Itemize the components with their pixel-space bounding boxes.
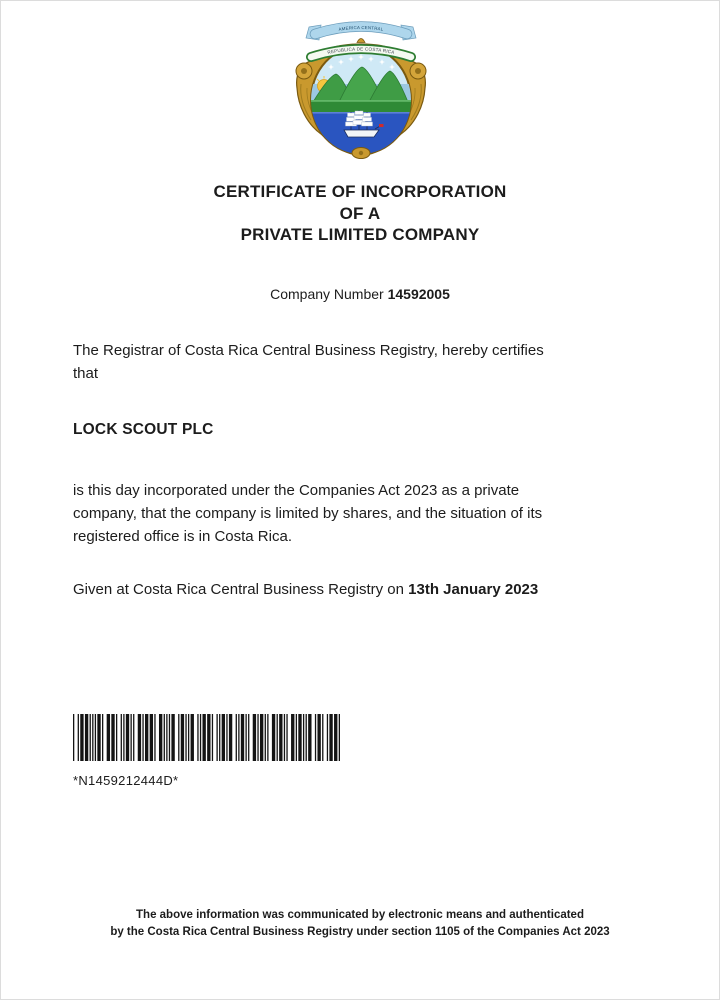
given-at-label: Given at Costa Rica Central Business Registry on — [73, 581, 404, 598]
registrar-line-1: The Registrar of Costa Rica Central Business Registry, hereby certifies — [73, 342, 544, 359]
certificate-title — [1, 181, 719, 246]
banner-text: REPUBLICA DE COSTA RICA — [327, 46, 395, 55]
red-flag-icon — [379, 124, 384, 127]
title-line-3: PRIVATE LIMITED COMPANY — [240, 225, 480, 244]
title-line-1: CERTIFICATE OF INCORPORATION — [213, 182, 507, 201]
company-number-label: Company Number — [270, 286, 384, 302]
incorporation-line-2: company, that the company is limited by shares, and the situation of its — [73, 505, 543, 522]
company-number-line — [1, 286, 719, 302]
registrar-statement — [73, 339, 647, 385]
footer-line-2: by the Costa Rica Central Business Registry under section 1105 of the Companies Act 2023 — [110, 925, 610, 938]
barcode — [73, 714, 340, 761]
barcode-text: *N1459212444D* — [73, 773, 179, 788]
footer-authentication-note — [1, 907, 719, 940]
title-line-2: OF A — [339, 203, 381, 223]
given-at-line — [73, 578, 647, 601]
ribbon-text: AMERICA CENTRAL — [338, 24, 384, 32]
given-date: 13th January 2023 — [408, 581, 539, 598]
incorporation-line-1: is this day incorporated under the Companies Act 2023 as a private — [73, 482, 520, 499]
incorporation-statement — [73, 479, 647, 548]
company-name: LOCK SCOUT PLC — [73, 421, 214, 438]
footer-line-1: The above information was communicated by electronic means and authenticated — [136, 909, 584, 921]
registrar-line-2: that — [73, 365, 99, 382]
costa-rica-coat-of-arms — [291, 14, 431, 159]
crest-ornament — [357, 39, 365, 43]
incorporation-line-3: registered office is in Costa Rica. — [73, 528, 292, 545]
company-number-value: 14592005 — [387, 286, 450, 302]
